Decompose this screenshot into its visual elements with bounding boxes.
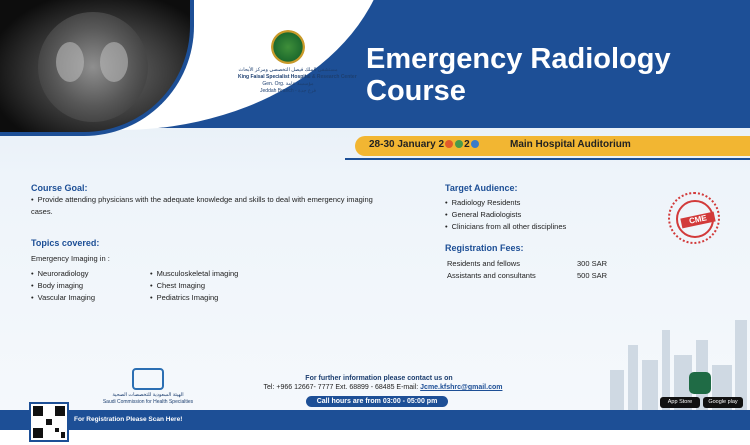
scfhs-emblem-icon xyxy=(132,368,164,390)
event-date-prefix: 28-30 January 2 xyxy=(369,139,445,150)
city-skyline-graphic xyxy=(600,310,750,410)
google-play-badge[interactable]: Google play xyxy=(703,397,743,408)
contact-email-link[interactable]: Jcme.kfshrc@gmail.com xyxy=(420,384,503,391)
skyline-building xyxy=(610,370,624,410)
qr-module xyxy=(61,432,65,438)
topic-item: • Pediatrics Imaging xyxy=(150,292,218,304)
topics-intro: Emergency Imaging in : xyxy=(31,254,110,263)
date-bar-underline xyxy=(345,158,750,160)
logo-org-en: Gen. Org. xyxy=(262,81,285,87)
fee-value: 300 SAR xyxy=(577,259,608,268)
scfhs-logo xyxy=(98,368,198,406)
skyline-building xyxy=(628,345,638,410)
qr-module xyxy=(55,428,59,432)
topic-item: • Body imaging xyxy=(31,280,83,292)
logo-english-name: King Faisal Specialist Hospital & Research Center xyxy=(238,74,357,80)
course-goal-heading: Course Goal: xyxy=(31,183,88,193)
title-line-2: Course xyxy=(366,75,466,107)
fee-label: Residents and fellows xyxy=(447,259,520,268)
kfshrc-logo xyxy=(238,30,357,95)
cme-stamp-ring xyxy=(676,200,714,238)
palm-tree-emblem-icon xyxy=(271,30,305,64)
scan-instruction: For Registration Please Scan Here! xyxy=(74,416,183,423)
title-line-1: Emergency Radiology xyxy=(366,43,671,75)
audience-item: • Clinicians from all other disciplines xyxy=(445,221,566,233)
date-venue-bar xyxy=(355,136,750,156)
scfhs-english-name: Saudi Commission for Health Specialties xyxy=(102,399,194,405)
app-store-badge[interactable]: App Store xyxy=(660,397,700,408)
audience-heading: Target Audience: xyxy=(445,183,518,193)
event-venue: Main Hospital Auditorium xyxy=(510,139,631,150)
logo-org-ar: مؤسسة عامة xyxy=(285,81,314,87)
qr-finder xyxy=(33,406,43,416)
brain-lobe-right xyxy=(100,42,128,82)
header-band xyxy=(0,0,750,128)
fees-heading: Registration Fees: xyxy=(445,243,524,253)
fee-value: 500 SAR xyxy=(577,271,608,280)
logo-arabic-name: مستشفى الملك فيصل التخصصي ومركز الأبحاث xyxy=(238,67,338,73)
leaf-dot-icon xyxy=(455,140,463,148)
contact-title: For further information please contact us on xyxy=(305,375,453,382)
globe-dot-icon xyxy=(471,140,479,148)
contact-line xyxy=(238,384,528,391)
topics-heading: Topics covered: xyxy=(31,238,100,248)
hospital-app-icon[interactable] xyxy=(689,372,711,394)
cme-stamp-label: CME xyxy=(680,212,715,229)
audience-item: • General Radiologists xyxy=(445,209,521,221)
cme-stamp xyxy=(668,192,720,244)
logo-branch-ar: فرع جدة xyxy=(298,88,316,94)
fee-label: Assistants and consultants xyxy=(447,271,536,280)
scfhs-arabic-name: الهيئة السعودية للتخصصات الصحية xyxy=(112,392,184,398)
brain-ct-scan xyxy=(38,12,148,122)
event-date xyxy=(369,139,480,150)
course-goal-text: • Provide attending physicians with the adequate knowledge and skills to deal with emergency imaging cases. xyxy=(31,194,376,218)
qr-finder xyxy=(55,406,65,416)
logo-org xyxy=(238,81,338,88)
sun-dot-icon xyxy=(445,140,453,148)
topic-item: • Vascular Imaging xyxy=(31,292,95,304)
topic-item: • Chest Imaging xyxy=(150,280,205,292)
logo-branch: Jeddah Branch - فرع جدة xyxy=(260,88,316,94)
registration-qr-code[interactable] xyxy=(29,402,69,442)
qr-module xyxy=(46,419,52,425)
topic-item: • Musculoskeletal imaging xyxy=(150,268,238,280)
page-title xyxy=(366,43,671,107)
topic-item: • Neuroradiology xyxy=(31,268,89,280)
brain-lobe-left xyxy=(56,42,84,82)
bottom-white-strip xyxy=(0,430,750,445)
contact-phone: Tel: +966 12667- 7777 Ext. 68899 - 68485 E-mail: xyxy=(263,384,421,391)
audience-item: • Radiology Residents xyxy=(445,197,520,209)
call-hours-pill: Call hours are from 03:00 - 05:00 pm xyxy=(306,396,448,407)
logo-branch-en: Jeddah Branch xyxy=(260,88,294,94)
skyline-building xyxy=(642,360,658,410)
event-date-suffix: 2 xyxy=(464,139,470,150)
qr-finder xyxy=(33,428,43,438)
